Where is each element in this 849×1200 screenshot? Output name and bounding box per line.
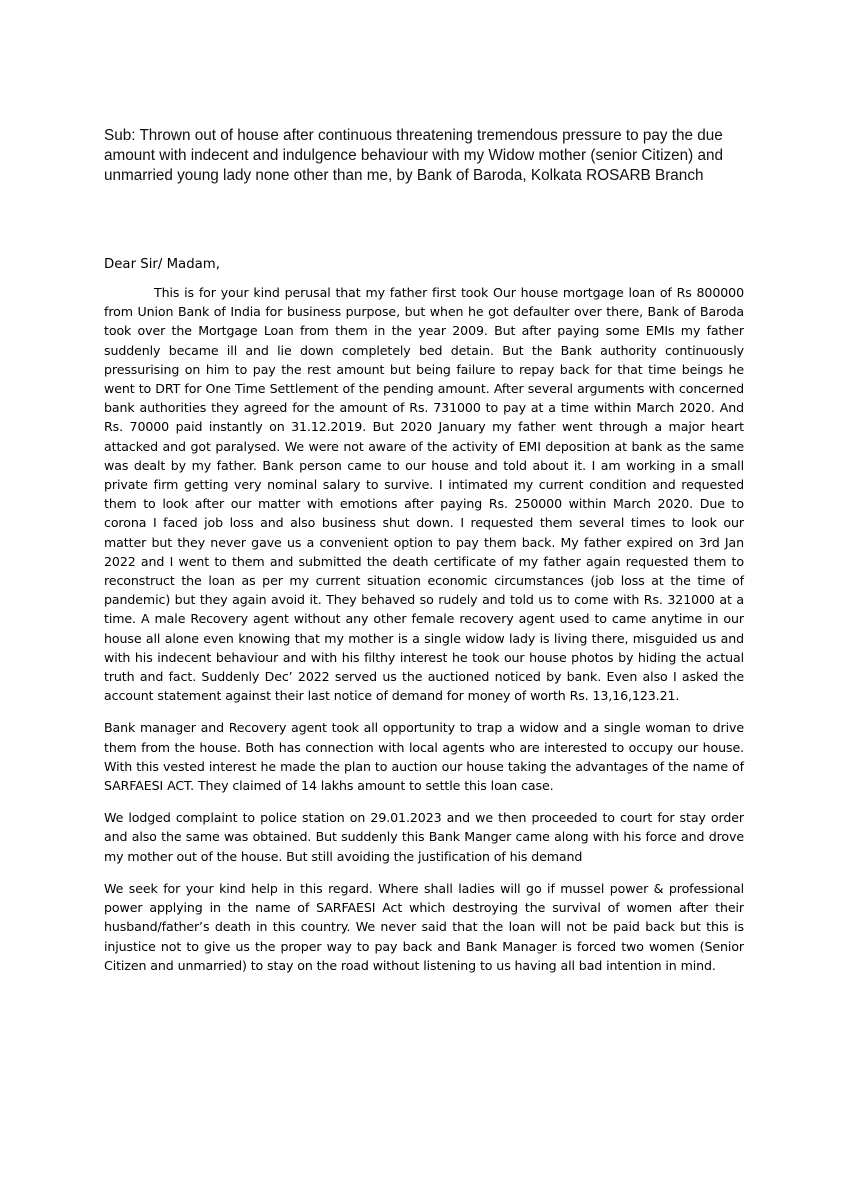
body-paragraph: Bank manager and Recovery agent took all opportunity to trap a widow and a single woman to drive them from the house. Both has connection with local agents who are interested to occupy our house. With this vested interest he made the plan to auction our house taking the advantages of the name of SARFAESI ACT. They claimed of 14 lakhs amount to settle this loan case. <box>104 720 744 794</box>
letter-subject: Sub: Thrown out of house after continuous threatening tremendous pressure to pay the due amount with indecent and indulgence behaviour with my Widow mother (senior Citizen) and unmarried young lady none other than me, by Bank of Baroda, Kolkata ROSARB Branch <box>104 127 723 184</box>
body-paragraph: This is for your kind perusal that my father first took Our house mortgage loan of Rs 800000 from Union Bank of India for business purpose, but when he got defaulter over there, Bank of Baroda took over the Mortgage Loan from them in the year 2009. But after paying some EMIs my father suddenly became ill and lie down completely bed detain. But the Bank authority continuously pressurising on him to pay the rest amount but being failure to repay back for that time beings he went to DRT for One Time Settlement of the pending amount. After several arguments with concerned bank authorities they agreed for the amount of Rs. 731000 to pay at a time within March 2020. And Rs. 70000 paid instantly on 31.12.2019. But 2020 January my father went through a major heart attacked and got paralysed. We were not aware of the activity of EMI deposition at bank as the same was dealt by my father. Bank person came to our house and told about it. I am working in a small private firm getting very nominal salary to survive. I intimated my current condition and requested them to look after our matter with emotions after paying Rs. 250000 within March 2020. Due to corona I faced job loss and also business shut down. I requested them several times to look our matter but they never gave us a convenient option to pay them back. My father expired on 3rd Jan 2022 and I went to them and submitted the death certificate of my father again requested them to reconstruct the loan as per my current situation economic circumstances (job loss at the time of pandemic) but they again avoid it. They behaved so rudely and told us to come with Rs. 321000 at a time. A male Recovery agent without any other female recovery agent used to came anytime in our house all alone even knowing that my mother is a single widow lady is living there, misguided us and with his indecent behaviour and with his filthy interest he took our house photos by hiding the actual truth and fact. Suddenly Dec’ 2022 served us the auctioned noticed by bank. Even also I asked the account statement against their last notice of demand for money of worth Rs. 13,16,123.21. <box>104 285 744 704</box>
body-paragraph: We seek for your kind help in this regard. Where shall ladies will go if mussel power & professional power applying in the name of SARFAESI Act which destroying the survival of women after their husband/father’s death in this country. We never said that the loan will not be paid back but this is injustice not to give us the proper way to pay back and Bank Manager is forced two women (Senior Citizen and unmarried) to stay on the road without listening to us having all bad intention in mind. <box>104 880 744 973</box>
letter-salutation: Dear Sir/ Madam, <box>104 257 220 272</box>
letter-body <box>104 283 744 988</box>
body-paragraph: We lodged complaint to police station on 29.01.2023 and we then proceeded to court for stay order and also the same was obtained. But suddenly this Bank Manger came along with his force and drove my mother out of the house. But still avoiding the justification of his demand <box>104 810 744 864</box>
